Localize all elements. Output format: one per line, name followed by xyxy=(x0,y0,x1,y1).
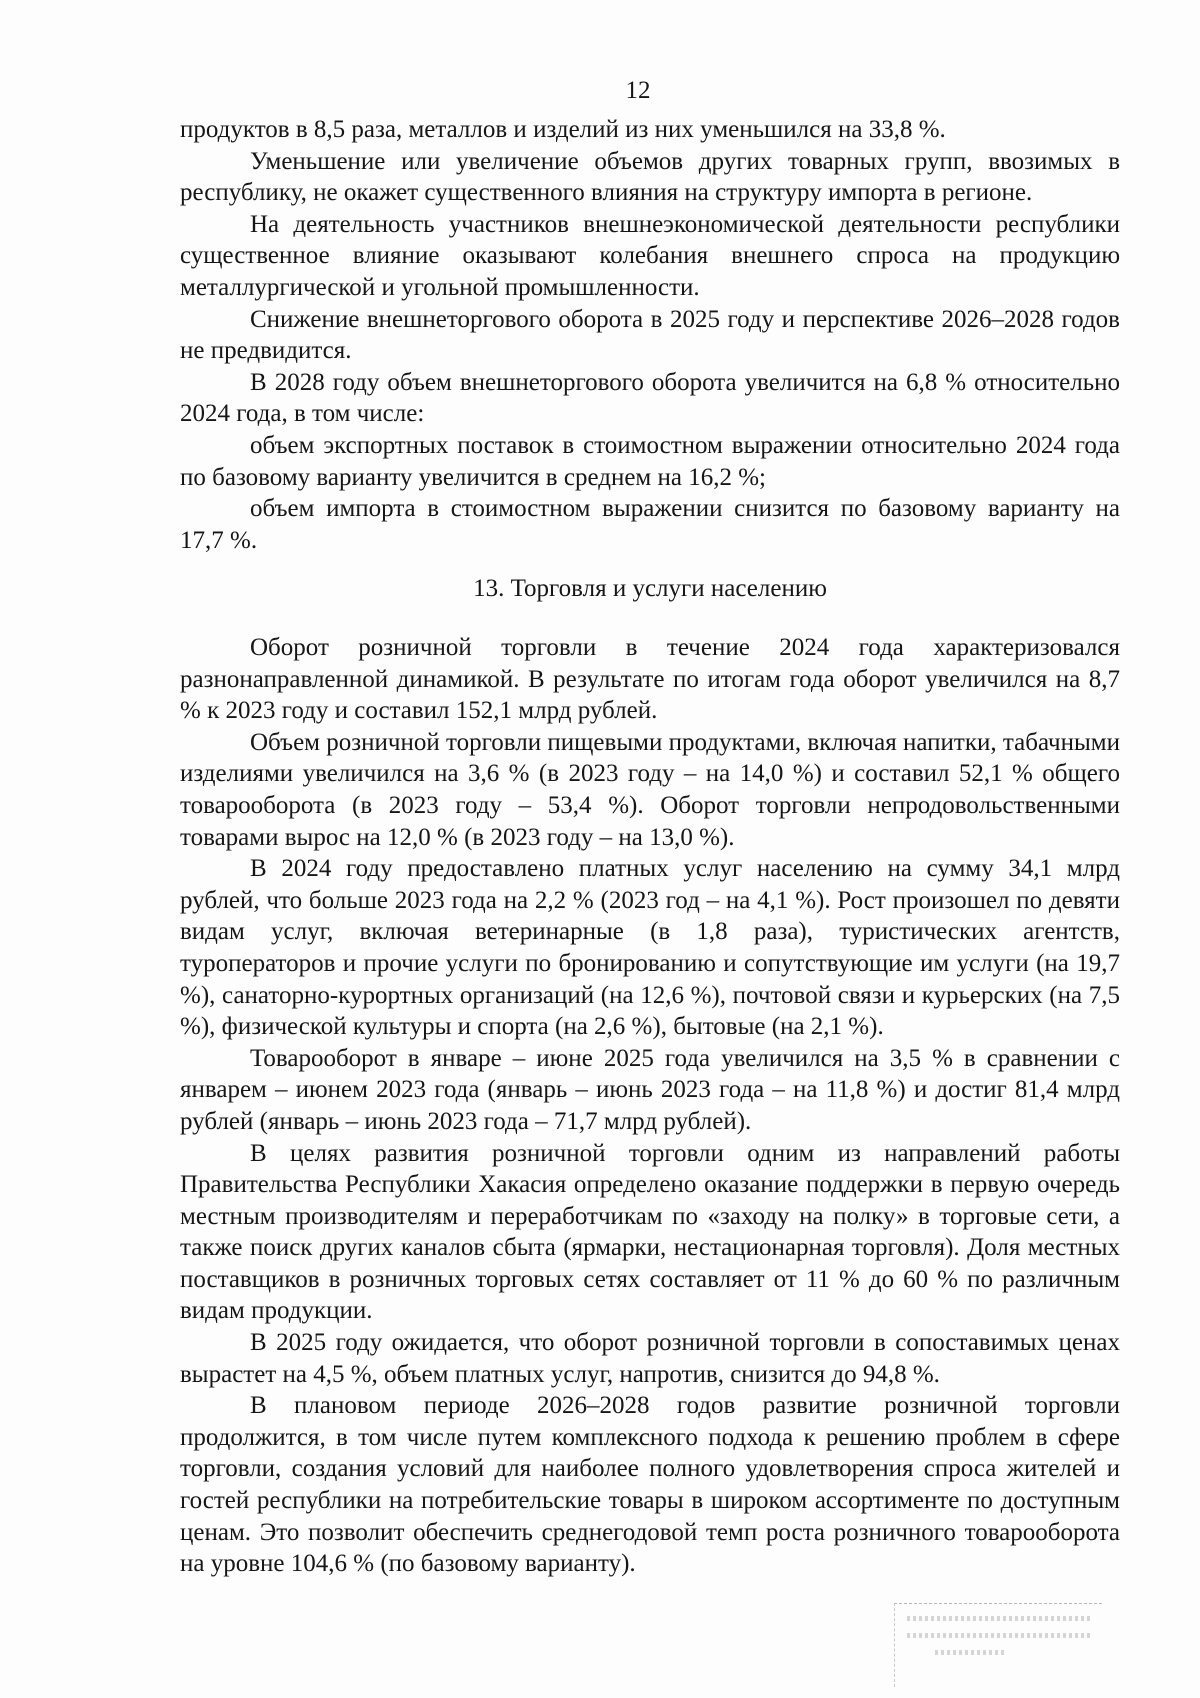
paragraph: Снижение внешнеторгового оборота в 2025 году и перспективе 2026–2028 годов не предвидится. xyxy=(180,305,1120,365)
paragraph: объем импорта в стоимостном выражении снизится по базовому варианту на 17,7 %. xyxy=(180,495,1120,554)
paragraph: Оборот розничной торговли в течение 2024 года характеризовался разнонаправленной динамикой. В результате по итогам года оборот увеличился на 8,7 % к 2023 году и составил 152,1 млрд рублей. xyxy=(180,634,1120,725)
paragraph: Объем розничной торговли пищевыми продуктами, включая напитки, табачными изделиями увеличился на 3,6 % (в 2023 году – на 14,0 %) и составил 52,1 % общего товарооборота (в 2023 году – 53,4 %). Оборот торговли непродовольственными товарами вырос на 12,0 % (в 2023 году – на 13,0 %). xyxy=(180,728,1120,851)
paragraph: В 2025 году ожидается, что оборот розничной торговли в сопоставимых ценах вырастет на 4,5 %, объем платных услуг, напротив, снизится до 94,8 %. xyxy=(180,1329,1120,1388)
paragraph: Уменьшение или увеличение объемов других товарных групп, ввозимых в республику, не окажет существенного влияния на структуру импорта в регионе. xyxy=(180,147,1120,207)
stamp-line xyxy=(907,1616,1092,1621)
paragraph: В 2028 году объем внешнеторгового оборота увеличится на 6,8 % относительно 2024 года, в том числе: xyxy=(180,368,1120,428)
paragraph-continuation: продуктов в 8,5 раза, металлов и изделий из них уменьшился на 33,8 %. xyxy=(180,116,946,143)
page-number xyxy=(0,76,1200,106)
stamp-line xyxy=(907,1633,1092,1638)
paragraph: В 2024 году предоставлено платных услуг населению на сумму 34,1 млрд рублей, что больше 2023 года на 2,2 % (2023 год – на 4,1 %). Рост произошел по девяти видам услуг, включая ветеринарные (в 1,8 раза), туристических агентств, туроператоров и прочие услуги по бронированию и сопутствующие им услуги (на 19,7 %), санаторно-курортных организаций (на 12,6 %), почтовой связи и курьерских (на 7,5 %), физической культуры и спорта (на 2,6 %), бытовые (на 2,1 %). xyxy=(180,855,1120,1041)
paragraph: В плановом периоде 2026–2028 годов развитие розничной торговли продолжится, в том числе путем комплексного подхода к решению проблем в сфере торговли, создания условий для наиболее полного удовлетворения спроса жителей и гостей республики на потребительские товары в широком ассортименте по доступным ценам. Это позволит обеспечить среднегодовой темп роста розничного товарооборота на уровне 104,6 % (по базовому варианту). xyxy=(180,1392,1120,1578)
paragraph: В целях развития розничной торговли одним из направлений работы Правительства Республики Хакасия определено оказание поддержки в первую очередь местным производителям и переработчикам по «заходу на полку» в торговые сети, а также поиск других каналов сбыта (ярмарки, нестационарная торговля). Доля местных поставщиков в розничных торговых сетях составляет от 11 % до 60 % по различным видам продукции. xyxy=(180,1139,1120,1325)
page-number-text: 12 xyxy=(625,77,651,104)
section-text-block xyxy=(180,632,1120,1580)
paragraph: Товарооборот в январе – июне 2025 года увеличился на 3,5 % в сравнении с январем – июнем 2023 года (январь – июнь 2023 года – на 11,8 %) и достиг 81,4 млрд рублей (январь – июнь 2023 года – 71,7 млрд рублей). xyxy=(180,1044,1120,1135)
stamp-line xyxy=(935,1650,1005,1655)
paragraph: На деятельность участников внешнеэкономической деятельности республики существенное влияние оказывают колебания внешнего спроса на продукцию металлургической и угольной промышленности. xyxy=(180,210,1120,301)
section-heading: 13. Торговля и услуги населению xyxy=(473,575,827,602)
registration-stamp xyxy=(894,1603,1102,1687)
top-text-block xyxy=(180,114,1120,556)
paragraph: объем экспортных поставок в стоимостном выражении относительно 2024 года по базовому варианту увеличится в среднем на 16,2 %; xyxy=(180,431,1120,491)
